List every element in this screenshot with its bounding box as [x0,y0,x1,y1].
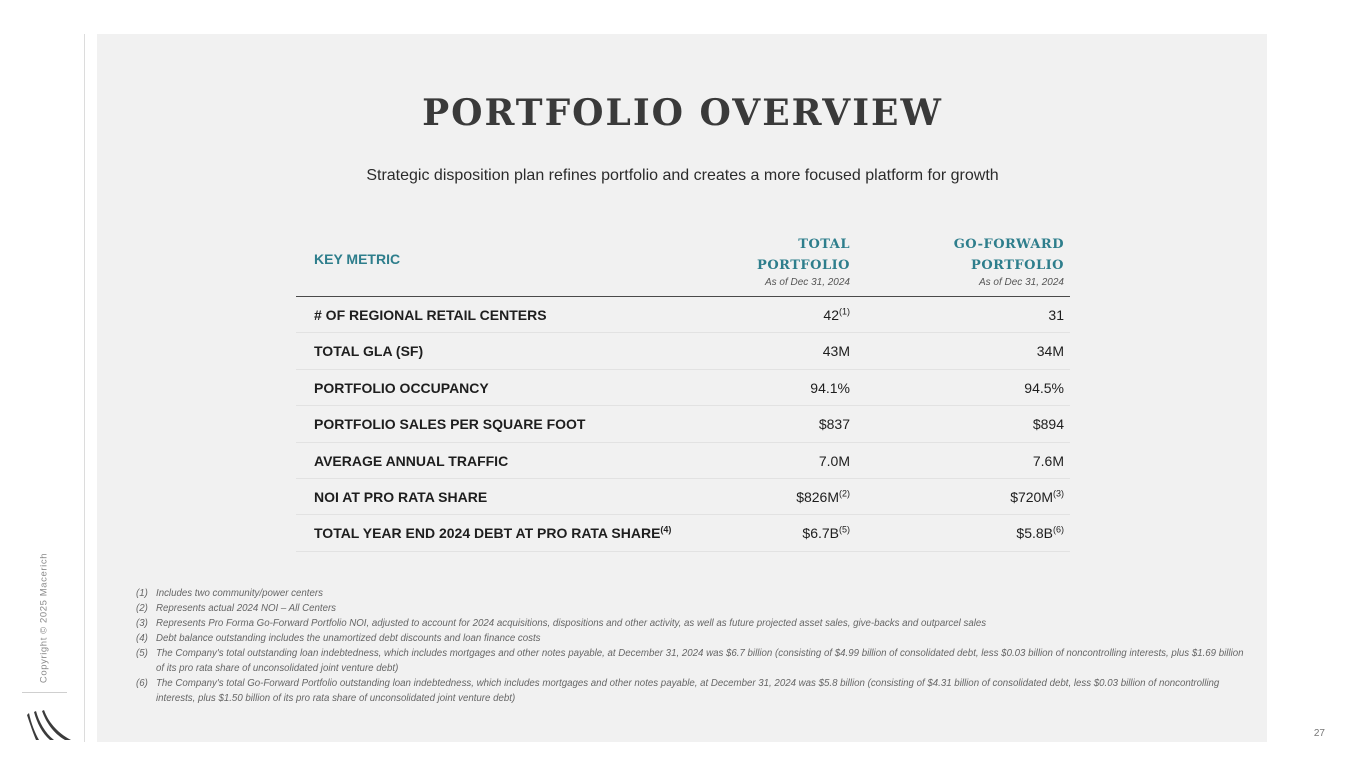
footnote-item [136,586,1246,601]
table-row [296,370,1070,406]
total-value [802,525,850,541]
total-value [819,453,850,469]
footnote-text: Represents Pro Forma Go-Forward Portfolio NOI, adjusted to account for 2024 acquisitions, dispositions and other activity, as well as future projected asset sales, give-backs and outparcel sales [156,618,987,629]
metric-label [314,416,585,432]
go-forward-value [1010,489,1064,505]
metric-text: NOI AT PRO RATA SHARE [314,488,488,505]
total-value-text: 43M [822,343,850,360]
footnote-item [136,631,1246,646]
go-forward-header-line2: PORTFOLIO [971,258,1064,273]
total-value-text: 94.1% [810,379,850,396]
go-forward-header-line1: GO-FORWARD [953,237,1064,252]
footnote-text: Includes two community/power centers [156,588,323,599]
footnote-text: The Company's total outstanding loan indebtedness, which includes mortgages and other notes payable, at December 31, 2024 was $6.7 billion (consisting of $4.99 billion of consolidated debt, less $0.03 billion of noncontrolling interests, plus $1.69 billion of its pro rata share of unconsolidated joint venture debt) [156,648,1244,674]
go-forward-date: As of Dec 31, 2024 [978,277,1064,288]
total-footnote: (5) [839,524,850,535]
total-value-text: 42 [823,307,839,323]
table-row [296,515,1070,551]
sidebar-divider [84,34,85,742]
metric-text: PORTFOLIO OCCUPANCY [314,379,489,396]
metric-label [314,380,489,396]
metric-label [314,489,487,505]
go-forward-value-text: $720M [1010,488,1053,505]
total-value-text: $6.7B [802,525,839,542]
footnote-number: (6) [136,678,148,689]
page-subtitle: Strategic disposition plan refines portfolio and creates a more focused platform for growth [366,167,999,184]
page-title: PORTFOLIO OVERVIEW [422,92,943,134]
total-portfolio-header-line1: TOTAL [798,237,850,252]
logo-divider [22,692,67,693]
go-forward-value-text: 7.6M [1032,452,1064,469]
go-forward-value-text: $894 [1032,416,1064,433]
table-row [296,479,1070,515]
table-row [296,443,1070,479]
metric-text: AVERAGE ANNUAL TRAFFIC [314,452,509,469]
key-metric-header: KEY METRIC [314,251,401,267]
go-forward-value [1033,416,1064,432]
go-forward-value [1048,307,1064,323]
total-value [823,343,850,359]
go-forward-footnote: (3) [1053,488,1064,499]
table-header [296,232,1070,297]
metric-text: PORTFOLIO SALES PER SQUARE FOOT [314,416,586,433]
go-forward-value [1033,453,1064,469]
total-value [796,489,850,505]
go-forward-value-text: 34M [1036,343,1064,360]
go-forward-value-text: 31 [1048,307,1064,323]
go-forward-value-text: $5.8B [1016,525,1053,542]
footnote-text: Debt balance outstanding includes the unamortized debt discounts and loan finance costs [156,633,541,644]
footnote-item [136,616,1246,631]
metric-footnote: (4) [660,524,672,535]
table-row [296,297,1070,333]
total-value-text: 7.0M [818,452,850,469]
go-forward-value-text: 94.5% [1024,379,1064,396]
metric-text: TOTAL GLA (SF) [314,343,424,360]
total-value [810,380,850,396]
footnote-number: (1) [136,588,148,599]
footnote-number: (5) [136,648,148,659]
go-forward-value [1024,380,1064,396]
total-value [819,416,850,432]
total-footnote: (2) [839,488,850,499]
metric-label [314,307,547,323]
metric-text: # OF REGIONAL RETAIL CENTERS [314,307,547,323]
footnote-text: The Company's total Go-Forward Portfolio outstanding loan indebtedness, which includes mortgages and other notes payable, at December 31, 2024 was $5.8 billion (consisting of $4.31 billion of consolidated debt, less $0.03 billion of noncontrolling interests, plus $1.50 billion of its pro rata share of unconsolidated joint venture debt) [156,678,1220,704]
macerich-logo-icon [27,709,71,741]
total-footnote: (1) [839,306,850,317]
metric-text: TOTAL YEAR END 2024 DEBT AT PRO RATA SHARE [314,525,661,542]
table-row [296,333,1070,369]
footnote-number: (3) [136,618,148,629]
total-value-text: $826M [796,488,839,505]
footnote-number: (4) [136,633,148,644]
total-value [823,307,850,323]
footnote-item [136,601,1246,616]
metric-label [314,343,423,359]
footnote-text: Represents actual 2024 NOI – All Centers [156,603,337,614]
total-portfolio-date: As of Dec 31, 2024 [764,277,850,288]
metric-label [314,453,508,469]
total-portfolio-header [690,234,850,288]
metrics-table [296,232,1070,552]
metric-label [314,525,671,541]
table-row [296,406,1070,442]
go-forward-footnote: (6) [1053,524,1064,535]
footnote-item [136,676,1246,706]
footnote-item [136,646,1246,676]
page-number: 27 [1313,728,1325,739]
go-forward-value [1037,343,1064,359]
total-value-text: $837 [818,416,850,433]
go-forward-portfolio-header [884,234,1064,288]
copyright-text: Copyright © 2025 Macerich [38,552,50,684]
go-forward-value [1016,525,1064,541]
total-portfolio-header-line2: PORTFOLIO [757,258,850,273]
footnotes [136,586,1246,706]
footnote-number: (2) [136,603,148,614]
